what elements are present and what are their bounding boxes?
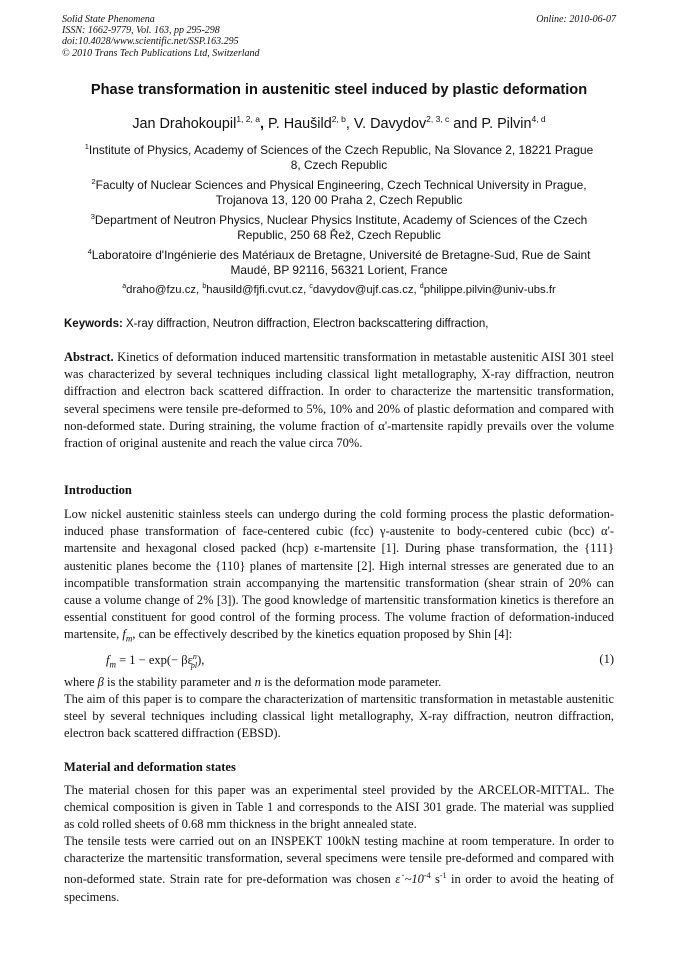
intro-text: Low nickel austenitic stainless steels can undergo during the cold forming process the plastic deformation-induced phase transformation of face-centered cubic (fcc) γ-austenite to body-centered cubic (bcc) α'-martensite and hexagonal closed packed (hcp) ε-martensite [1]. During phase transformation, the {111} austenitic planes become the {110} planes of martensite [2]. High internal stresses are generated due to an incompatible transformation strain accompanying the martensitic transformation (shear strain of 20% can cause a volume change of 2% [3]). The good knowledge of martensitic transformation kinetics is therefore an essential constituent for good control of the forming process. The volume fraction of deformation-induced martensite, [64,507,614,642]
copyright-line: © 2010 Trans Tech Publications Ltd, Switzerland [62,47,260,59]
email-sup: b [202,283,207,290]
strain-rate-unit-exp: -1 [439,871,447,881]
email-link[interactable]: hausild@fjfi.cvut.cz, [206,284,310,296]
strain-rate-unit: s [430,872,440,887]
affiliation-sup: 4 [87,247,92,256]
affiliation [72,245,606,277]
abstract-label: Abstract. [64,350,114,364]
online-date: Online: 2010-06-07 [536,14,616,25]
email-link[interactable]: draho@fzu.cz, [126,284,203,296]
affiliation-line: Maudé, BP 92116, 56321 Lorient, France [230,262,448,277]
author-name: V. Davydov [353,116,427,132]
intro-paragraph [64,506,614,648]
affiliation-line: Trojanova 13, 120 00 Praha 2, Czech Republic [215,192,463,207]
email-sup: c [309,283,313,290]
equation-1 [106,652,614,670]
page-header [62,14,616,59]
equation-lhs: f [106,653,110,668]
author-name: Jan Drahokoupil [132,116,237,132]
equation-number: (1) [599,652,614,666]
strain-rate: ε̇ ~10 [395,872,424,887]
affiliation-sup: 3 [90,212,95,221]
affiliation-line: 8, Czech Republic [290,157,388,172]
affiliation [72,140,606,172]
email-link[interactable]: philippe.pilvin@univ-ubs.fr [423,284,556,296]
material-text-end: in order to avoid the heating of specimens. [64,872,614,904]
affiliation-line: Republic, 250 68 Řež, Czech Republic [237,227,441,242]
affiliation-line: Laboratoire d'Ingénierie des Matériaux de Bretagne, Université de Bretagne-Sud, Rue de Saint [91,248,591,262]
equation-rhs-sup: n [192,652,197,661]
equation-rhs-sub: pl [190,660,198,670]
where-text: is the deformation mode parameter. [260,675,442,689]
affiliation-sup: 1 [84,142,89,151]
author-sup: 1, 2, a [236,114,260,124]
keywords-text: X-ray diffraction, Neutron diffraction, Electron backscattering diffraction, [126,318,489,330]
author-sup: 4, d [531,114,546,124]
affiliation [72,175,606,207]
author-separator: and [449,116,482,132]
author-name: P. Haušild [267,116,332,132]
material-paragraph-2 [64,833,614,906]
equation-rhs-end: ), [197,653,205,668]
variable-n: n [254,675,261,689]
author-separator: , [345,116,354,132]
variable-fm: f [122,627,126,642]
journal-name: Solid State Phenomena [62,14,155,25]
affiliation-line: Faculty of Nuclear Sciences and Physical Engineering, Czech Technical University in Prague, [95,178,587,192]
material-paragraph-1: The material chosen for this paper was an experimental steel provided by the ARCELOR-MITTAL. The chemical composition is given in Table 1 and corresponds to the AISI 301 grade. The material was supplied as cold rolled sheets of 0.68 mm thickness in the bright annealed state. [64,783,614,832]
where-line [64,674,614,691]
author-sup: 2, b [331,114,346,124]
affiliation-line: Department of Neutron Physics, Nuclear Physics Institute, Academy of Sciences of the Czech [94,213,588,227]
author-separator: , [259,116,268,132]
doi-line: doi:10.4028/www.scientific.net/SSP.163.295 [62,36,239,48]
intro-paragraph-2: The aim of this paper is to compare the characterization of martensitic transformation in metastable austenitic steel by several techniques including classical light metallography, X-ray diffraction, neutron diffraction, electron back scattered diffraction (EBSD). [64,692,614,741]
intro-text-end: , can be effectively described by the kinetics equation proposed by Shin [4]: [132,627,513,642]
where-text: is the stability parameter and [103,675,255,689]
email-sup: a [122,283,127,290]
author-sup: 2, 3, c [426,114,450,124]
author-name: P. Pilvin [481,116,532,132]
paper-title: Phase transformation in austenitic steel induced by plastic deformation [90,82,588,98]
issn-line: ISSN: 1662-9779, Vol. 163, pp 295-298 [62,25,220,37]
author-list [40,114,638,132]
abstract [64,349,614,452]
keywords [64,318,614,330]
where-text: where [64,675,98,689]
section-heading-material: Material and deformation states [64,760,236,774]
email-sup: d [419,283,424,290]
equation-lhs-sub: m [109,659,116,670]
affiliation [72,210,606,242]
variable-sub: m [125,633,133,644]
strain-rate-exp: -4 [423,871,431,881]
email-link[interactable]: davydov@ujf.cas.cz, [312,284,420,296]
abstract-text: Kinetics of deformation induced martensitic transformation in metastable austenitic AISI 301 steel was characterized by several techniques including classical light metallography, X-ray diffraction, neutron diffraction and electron back scattered diffraction. In order to characterize the martensitic transformation, several specimens were tensile pre-deformed to 5%, 10% and 20% of plastic deformation and compared with non-deformed state. During straining, the volume fraction of α'-martensite rapidly prevails over the volume fraction of original austenite and reach the value circa 70%. [64,350,614,451]
section-heading-introduction: Introduction [64,483,132,497]
email-list [40,283,638,296]
affiliation-line: Institute of Physics, Academy of Sciences of the Czech Republic, Na Slovance 2, 18221 Prague [88,143,594,157]
equation-rhs: = 1 − exp(− βε [115,653,193,668]
affiliation-sup: 2 [91,177,96,186]
variable-beta: β [97,675,104,689]
material-text: The tensile tests were carried out on an INSPEKT 100kN testing machine at room temperature. In order to characterize the martensitic transformation, several specimens were tensile pre-deformed and compared with non-deformed state. Strain rate for pre-deformation was chosen [64,834,614,887]
keywords-label: Keywords: [64,318,123,330]
